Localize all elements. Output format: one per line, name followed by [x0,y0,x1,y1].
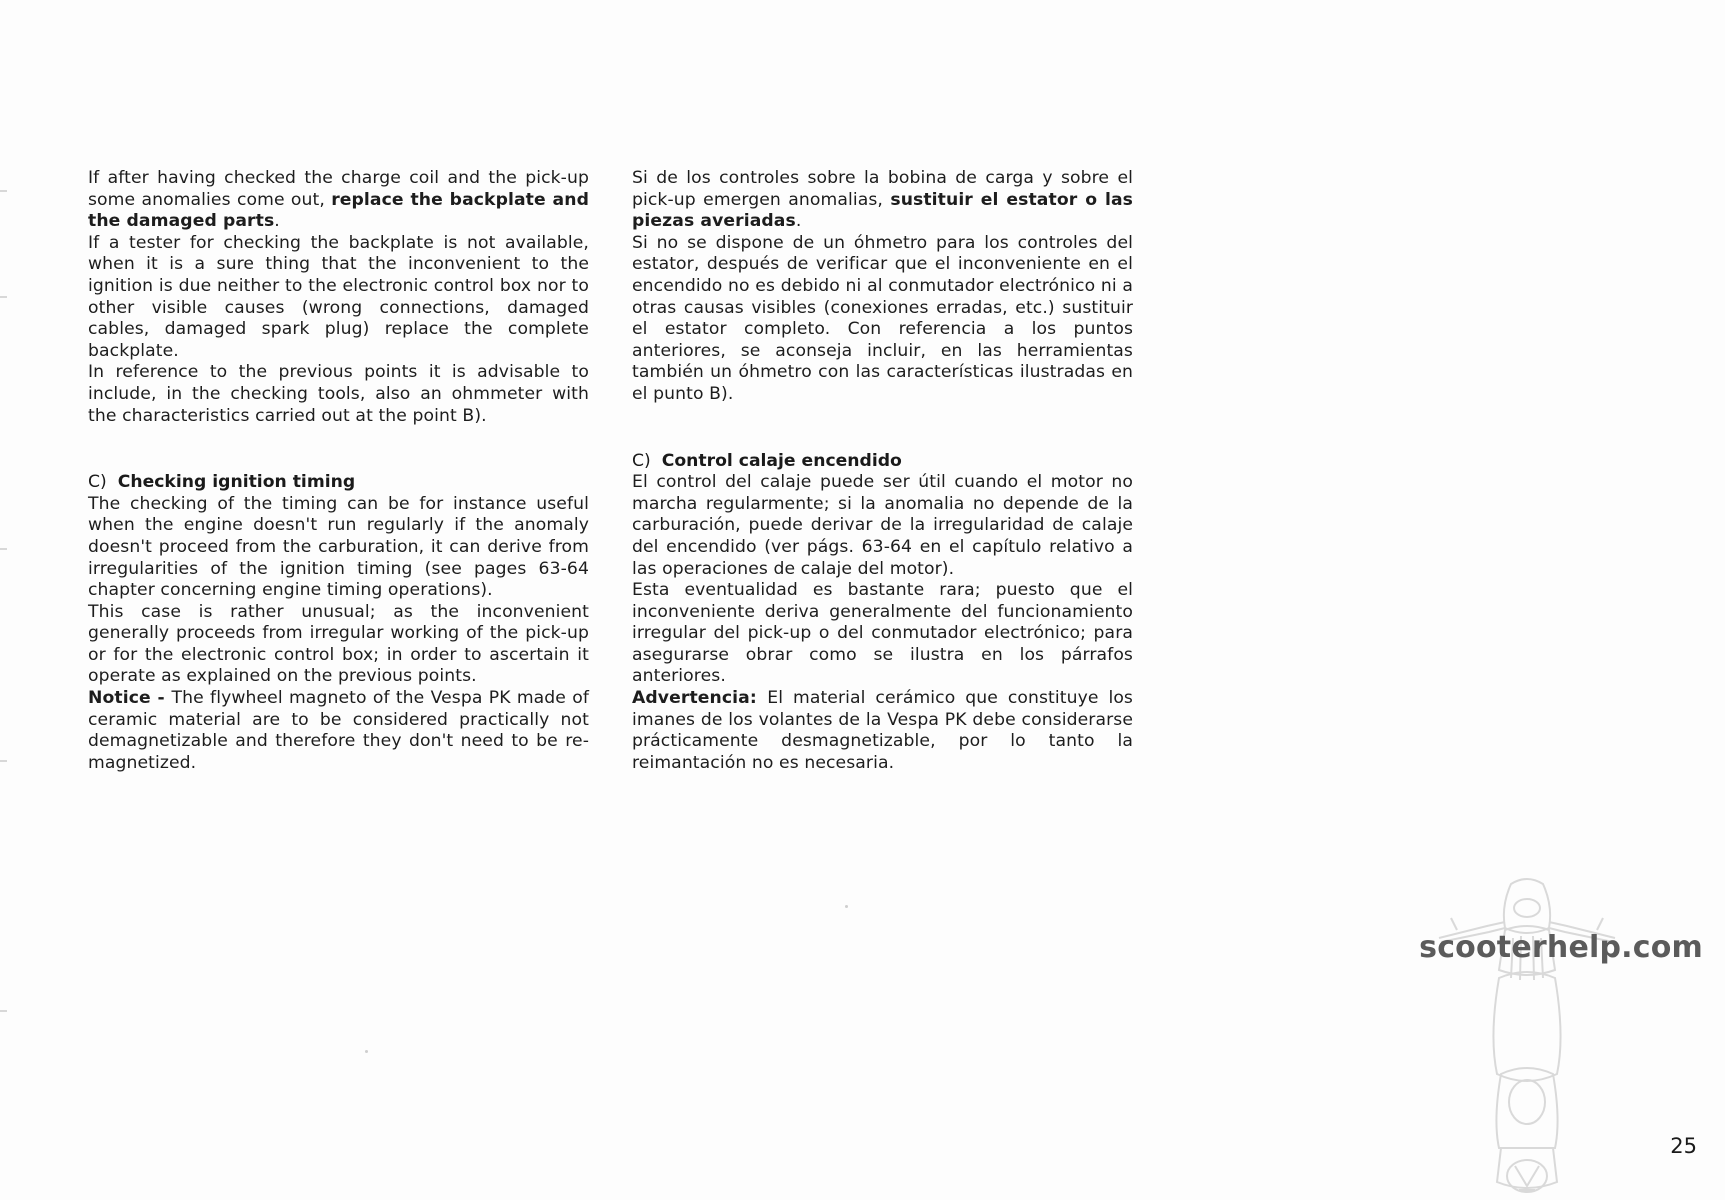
scan-edge-mark [0,548,7,550]
english-notice-label: Notice - [88,688,172,709]
english-intro-p1-text-1: If after having checked the charge coil and the pick-up some anomalies come out, [88,168,589,210]
scooter-watermark-illustration [1427,870,1627,1200]
english-section-letter: C) [88,472,107,493]
spanish-body-paragraph-1: El control del calaje puede ser útil cuando el motor no marcha regularmente; si la anomalia no depende de la carburación, puede derivar de la irregularidad de calaje del encendido (ver págs. 63-64 en el capítulo relativo a las operaciones de calaje del motor). [632,472,1133,579]
english-intro-p1-bold: replace the backplate and the damaged parts [88,189,589,232]
english-intro-paragraph-1 [88,168,589,233]
spanish-intro-paragraph-1 [632,168,1133,233]
scan-edge-mark [0,1010,7,1012]
english-body-paragraph-2: This case is rather unusual; as the inconvenient generally proceeds from irregular working of the pick-up or for the electronic control box; in order to ascertain it operate as explained on the previous points. [88,601,589,687]
english-notice-text: The flywheel magneto of the Vespa PK made of ceramic material are to be considered practically not demagnetizable and therefore they don't need to be re-magnetized. [88,688,589,773]
spanish-column [632,168,1133,774]
english-intro-paragraph-2: If a tester for checking the backplate is not available, when it is a sure thing that the inconvenient to the ignition is due neither to the electronic control box nor to other visible causes (wrong connections, damaged cables, damaged spark plug) replace the complete backplate. [88,232,589,361]
spanish-notice-label: Advertencia: [632,688,768,709]
scan-speck [365,1050,368,1053]
scan-edge-mark [0,190,7,192]
english-section-heading [88,472,589,494]
english-section-title: Checking ignition timing [117,472,356,493]
english-column [88,168,589,774]
english-notice [88,688,589,774]
spanish-body-paragraph-2: Esta eventualidad es bastante rara; puesto que el inconveniente deriva generalmente del funcionamiento irregular del pick-up o del conmutador electrónico; para asegurarse obrar como se ilustra en los párrafos anteriores. [632,580,1133,687]
scan-edge-mark [0,760,7,762]
page-number: 25 [1670,1134,1697,1158]
spanish-intro-p1-text-2: . [795,211,802,232]
spanish-section-title: Control calaje encendido [661,450,902,471]
spanish-notice-text: El material cerámico que constituye los imanes de los volantes de la Vespa PK debe considerarse prácticamente desmagnetizable, por lo tanto la reimantación no es necesaria. [632,688,1133,773]
watermark-text: scooterhelp.com [1419,930,1703,965]
spanish-section-letter: C) [632,450,651,471]
scan-edge-mark [0,296,7,298]
spanish-section-heading [632,451,1133,473]
spanish-intro-paragraph-2: Si no se dispone de un óhmetro para los controles del estator, después de verificar que el inconveniente en el encendido no es debido ni al conmutador electrónico ni a otras causas visibles (conexiones erradas, etc.) sustituir el estator completo. Con referencia a los puntos anteriores, se aconseja incluir, en las herramientas también un óhmetro con las características ilustradas en el punto B). [632,232,1133,404]
spanish-intro-p1-text-1: Si de los controles sobre la bobina de carga y sobre el pick-up emergen anomalias, [632,168,1133,210]
two-column-text-body [88,168,1133,774]
spanish-intro-p1-bold: sustituir el estator o las piezas averiadas [632,189,1134,232]
scan-speck [845,905,848,908]
spanish-notice [632,688,1133,774]
english-body-paragraph-1: The checking of the timing can be for instance useful when the engine doesn't run regularly if the anomaly doesn't proceed from the carburation, it can derive from irregularities of the ignition timing (see pages 63-64 chapter concerning engine timing operations). [88,493,589,601]
english-intro-p1-text-2: . [274,211,280,232]
english-intro-paragraph-3: In reference to the previous points it is advisable to include, in the checking tools, also an ohmmeter with the characteristics carried out at the point B). [88,362,589,426]
